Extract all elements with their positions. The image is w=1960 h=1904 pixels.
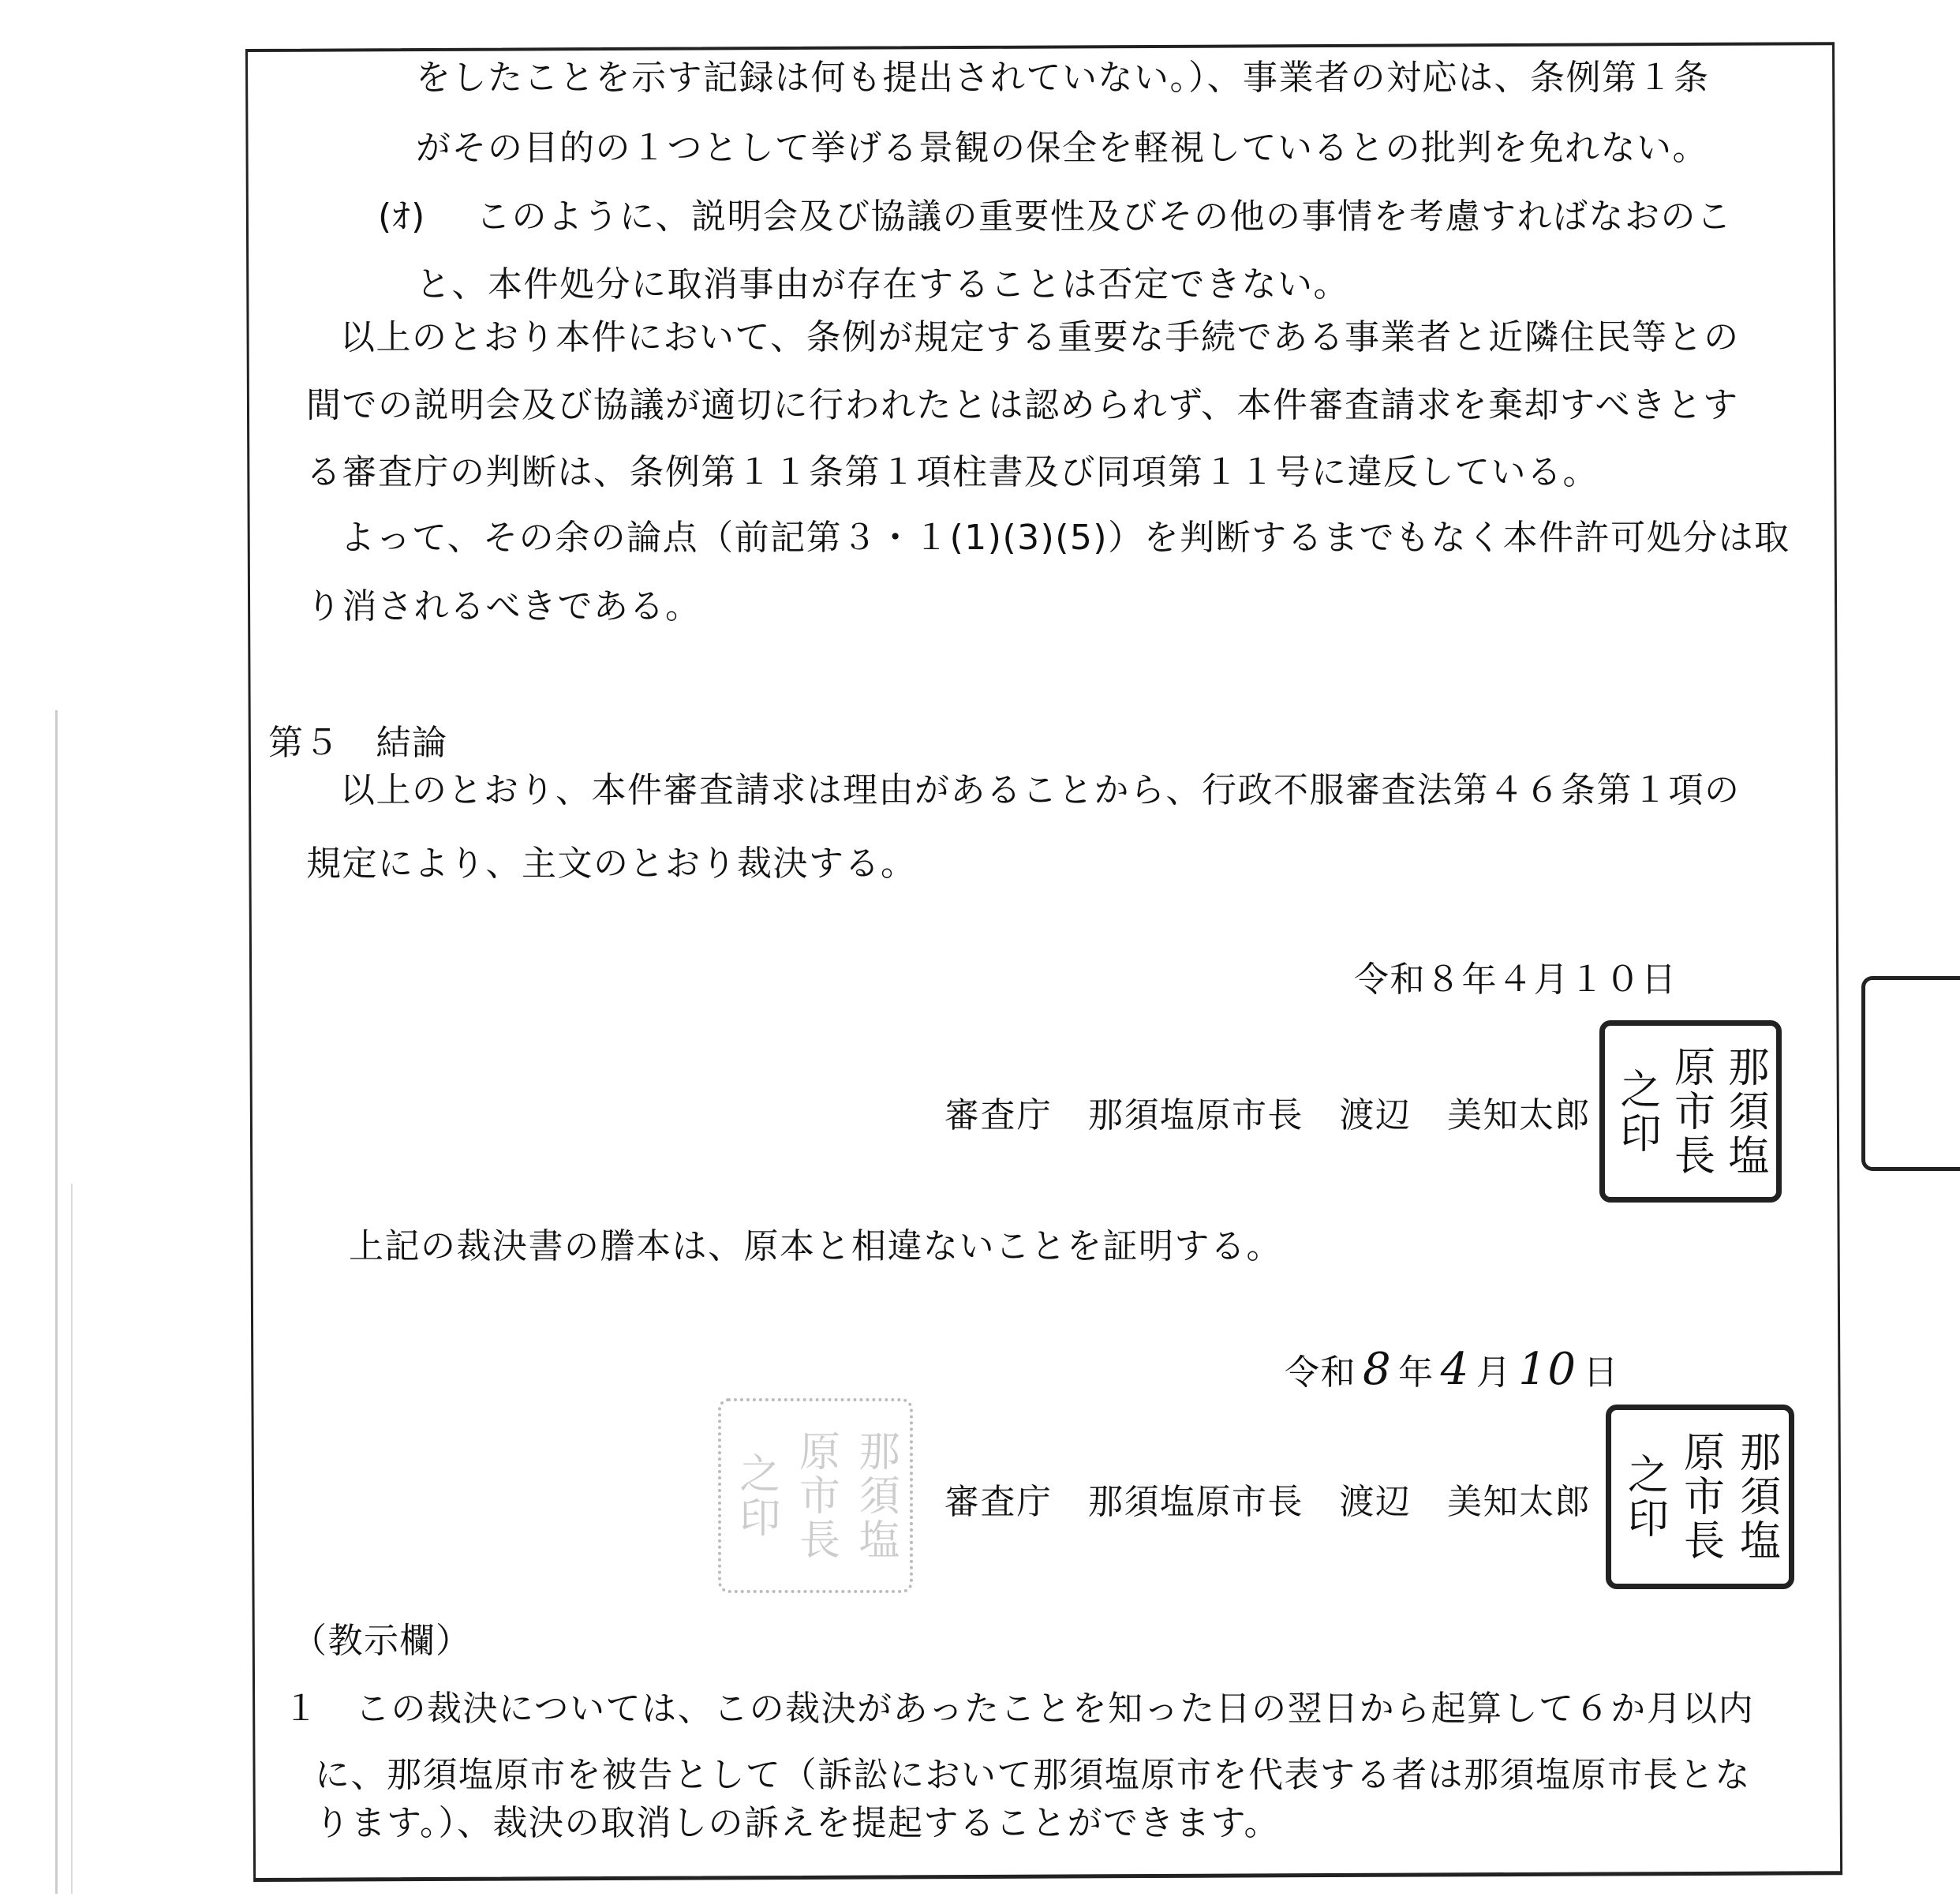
official-seal — [1606, 1405, 1794, 1589]
item-marker: (ｵ) — [378, 196, 426, 237]
faint-seal-impression — [718, 1398, 913, 1593]
signature: 審査庁 那須塩原市長 渡辺 美知太郎 — [944, 1482, 1591, 1522]
seal-text: 那須塩 — [1732, 1431, 1780, 1563]
notice-heading: （教示欄） — [292, 1621, 472, 1661]
handwritten-day: 10 — [1518, 1344, 1577, 1395]
notice-line: に、那須塩原市を被告として（訴訟において那須塩原市を代表する者は那須塩原市長とな — [315, 1755, 1751, 1795]
scan-artifact — [71, 1184, 73, 1894]
notice-line: この裁決については、この裁決があったことを知った日の翌日から起算して６か月以内 — [355, 1689, 1755, 1729]
seal-text: 之印 — [1620, 1453, 1668, 1541]
paragraph-line: よって、その余の論点（前記第３・１(1)(3)(5)）を判断するまでもなく本件許可処分は取 — [340, 518, 1790, 558]
seal-text: 之印 — [1613, 1067, 1661, 1156]
paragraph-line: がその目的の１つとして挙げる景観の保全を軽視しているとの批判を免れない。 — [416, 128, 1708, 168]
conclusion-line: 以上のとおり、本件審査請求は理由があることから、行政不服審査法第４６条第１項の — [340, 770, 1741, 810]
adjacent-page-seal-fragment — [1861, 976, 1960, 1171]
seal-text: 那須塩 — [851, 1429, 900, 1562]
paragraph-line: 以上のとおり本件において、条例が規定する重要な手続である事業者と近隣住民等との — [340, 317, 1740, 357]
decision-date: 令和８年４月１０日 — [1354, 959, 1678, 1000]
seal-text: 原市長 — [791, 1429, 840, 1562]
seal-text: 原市長 — [1676, 1431, 1724, 1563]
paragraph-line: と、本件処分に取消事由が存在することは否定できない。 — [416, 264, 1349, 305]
date-label: 日 — [1583, 1352, 1620, 1393]
scan-artifact — [55, 710, 58, 1894]
paragraph-line: をしたことを示す記録は何も提出されていない。）、事業者の対応は、条例第１条 — [416, 58, 1710, 98]
seal-text: 那須塩 — [1720, 1045, 1768, 1178]
paragraph-line: 間での説明会及び協議が適切に行われたとは認められず、本件審査請求を棄却すべきとす — [306, 385, 1739, 425]
signature: 審査庁 那須塩原市長 渡辺 美知太郎 — [944, 1095, 1591, 1135]
date-label: 月 — [1476, 1352, 1513, 1393]
paragraph-line: る審査庁の判断は、条例第１１条第１項柱書及び同項第１１号に違反している。 — [306, 452, 1599, 492]
seal-text: 之印 — [731, 1451, 780, 1540]
handwritten-year: 8 — [1363, 1344, 1393, 1395]
date-label: 年 — [1398, 1352, 1434, 1393]
handwritten-month: 4 — [1440, 1344, 1470, 1395]
seal-text: 原市長 — [1666, 1045, 1715, 1178]
certification-date — [1285, 1344, 1620, 1395]
certification-text: 上記の裁決書の謄本は、原本と相違ないことを証明する。 — [349, 1226, 1282, 1266]
notice-line: ります。）、裁決の取消しの訴えを提起することができます。 — [315, 1803, 1280, 1843]
conclusion-line: 規定により、主文のとおり裁決する。 — [306, 844, 917, 884]
section-heading: 第５ 結論 — [268, 723, 448, 763]
notice-number: １ — [283, 1689, 320, 1729]
official-seal — [1599, 1020, 1782, 1203]
paragraph-line: このように、説明会及び協議の重要性及びその他の事情を考慮すればなおのこ — [476, 196, 1733, 237]
paragraph-line: り消されるべきである。 — [306, 586, 701, 627]
date-era: 令和 — [1285, 1352, 1356, 1393]
